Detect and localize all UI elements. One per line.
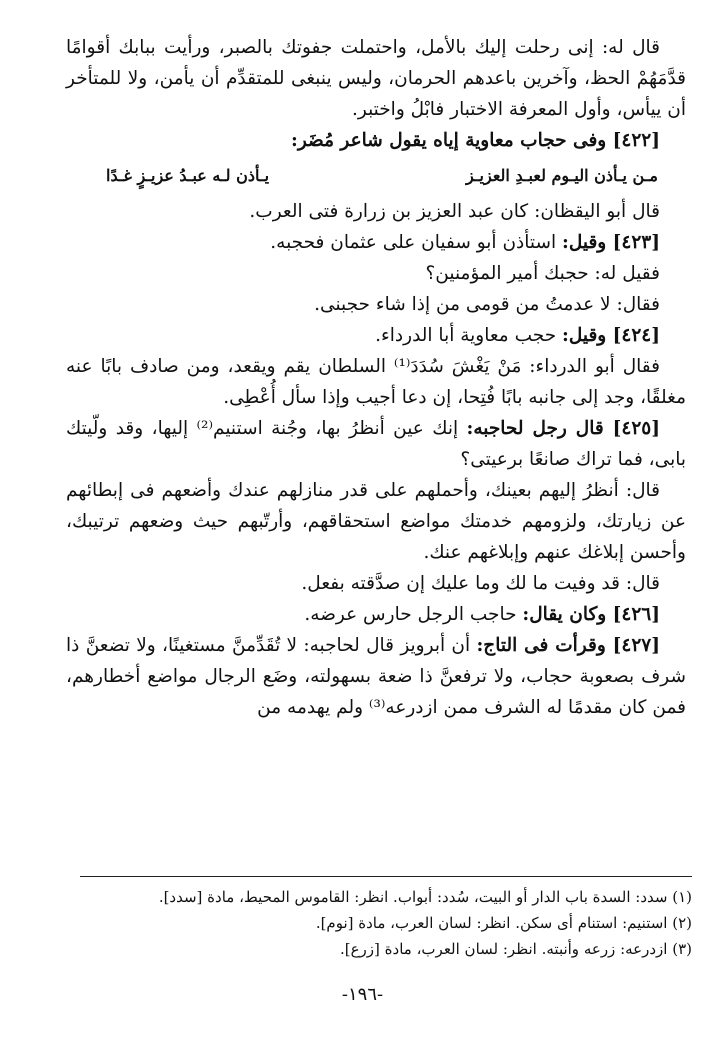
section-423-label: [٤٢٣] وقيل: bbox=[562, 232, 660, 253]
section-424 bbox=[66, 320, 686, 351]
footnote-1: (١) سدد: السدة باب الدار أو البيت، سُدد: أبواب. انظر: القاموس المحيط، مادة [سدد]. bbox=[158, 888, 692, 906]
paragraph-abu-darda: فقال أبو الدرداء: مَنْ يَغْشَ سُدَدَ⁽¹⁾ السلطان يقم ويقعد، ومن صادف بابًا عنه مغلقًا، وجد إلى جانبه بابًا فُتِحا، إن دعا أجيب وإذا سأل أُعْطِى. bbox=[66, 356, 686, 408]
footnote-3: (٣) ازدرعه: زرعه وأنبته. انظر: لسان العرب، مادة [زرع]. bbox=[339, 940, 692, 958]
verse-hemistich-second: يـأذن لـه عبـدُ عزيـزٍ غـدًا bbox=[106, 166, 270, 185]
paragraph-qala-anzur: قال: أنظرُ إليهم بعينك، وأحملهم على قدر منازلهم عندك وأضعهم فى إبطائهم عن زيارتك، ولزومهم خدمتك مواضع استحقاقهم، وأرتّبهم حيث وضعهم ترتيبك، وأحسن إبلاغك عنهم وإبلاغهم عنك. bbox=[66, 480, 686, 563]
section-426-text: حاجب الرجل حارس عرضه. bbox=[304, 604, 523, 625]
footnote-2: (٢) استنيم: استنام أى سكن. انظر: لسان العرب، مادة [نوم]. bbox=[315, 914, 692, 932]
section-424-text: حجب معاوية أبا الدرداء. bbox=[375, 325, 563, 346]
main-text bbox=[66, 32, 686, 723]
line-qala-wafayt: قال: قد وفيت ما لك وما عليك إن صدَّقته بفعل. bbox=[301, 573, 660, 594]
section-423-text: استأذن أبو سفيان على عثمان فحجبه. bbox=[270, 232, 563, 253]
section-427-label: [٤٢٧] وقرأت فى التاج: bbox=[476, 635, 660, 656]
line-faqila: فقيل له: حجبك أمير المؤمنين؟ bbox=[425, 263, 660, 284]
section-422-heading bbox=[66, 125, 686, 156]
section-423 bbox=[66, 227, 686, 258]
section-425-text: إنك عين أنظرُ بها، وجُنة استنيم⁽²⁾ إليها، وقد ولّيتك بابى، فما تراك صانعًا برعيتى؟ bbox=[66, 418, 686, 470]
poem-verse bbox=[66, 156, 686, 196]
line-faqala: فقال: لا عدمتُ من قومى من إذا شاء حجبنى. bbox=[314, 294, 660, 315]
paragraph-opening: قال له: إنى رحلت إليك بالأمل، واحتملت جفوتك بالصبر، ورأيت ببابك أقوامًا قدَّمَهُمْ الحظ، وآخرين باعدهم الحرمان، وليس ينبغى للمتقدِّم أن يأمن، ولا للمتأخر أن ييأس، وأول المعرفة الاختبار فابْلُ واختبر. bbox=[66, 37, 686, 120]
section-426 bbox=[66, 599, 686, 630]
line-abu-yaqzan: قال أبو اليقظان: كان عبد العزيز بن زرارة فتى العرب. bbox=[249, 201, 660, 222]
section-426-label: [٤٢٦] وكان يقال: bbox=[522, 604, 660, 625]
section-422-label: [٤٢٢] وفى حجاب معاوية إياه يقول شاعر مُضَر: bbox=[290, 130, 660, 151]
verse-hemistich-first: مـن يـأذن اليـوم لعبـدِ العزيـز bbox=[466, 166, 658, 185]
section-425-label: [٤٢٥] قال رجل لحاجبه: bbox=[466, 418, 660, 439]
section-427 bbox=[66, 630, 686, 723]
section-424-label: [٤٢٤] وقيل: bbox=[562, 325, 660, 346]
footnotes bbox=[80, 884, 692, 962]
page-number: -١٩٦- bbox=[341, 984, 384, 1005]
footnote-divider bbox=[80, 876, 692, 877]
section-427-text: أن أبرويز قال لحاجبه: لا تُقَدِّمنَّ مستغينًا، ولا تضعنَّ ذا شرف بصعوبة حجاب، ولا ترفعنَّ ذا ضعة بسهولته، وضَع الرجال مواضع أخطارهم، فمن كان مقدمًا له الشرف ممن ازدرعه⁽³⁾ ولم يهدمه من bbox=[66, 635, 686, 718]
section-425 bbox=[66, 413, 686, 475]
